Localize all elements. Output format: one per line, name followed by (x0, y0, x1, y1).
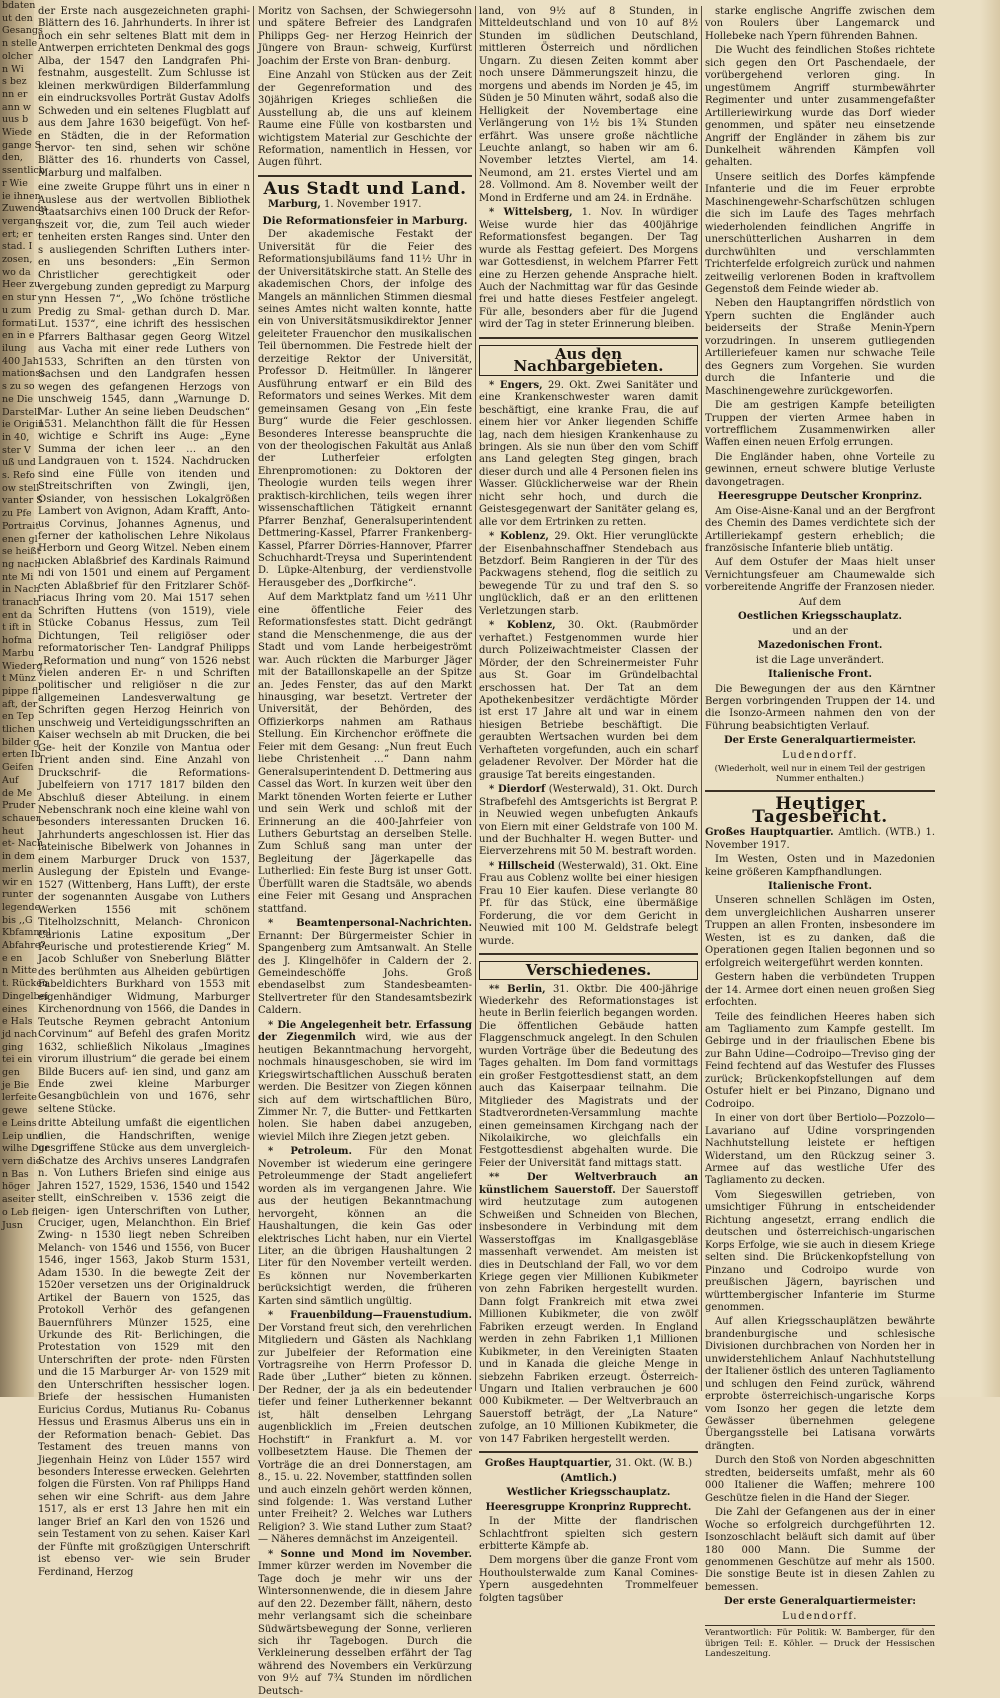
binding-fragment: zu Pfe (2, 508, 32, 520)
binding-fragment: e Hals (2, 1016, 33, 1028)
column-4 (705, 6, 935, 1660)
binding-fragment: hofma (2, 635, 33, 647)
binding-fragment: gen (2, 1067, 20, 1079)
news-item-lead: * Die Angelegenheit betr. Erfassung der Ziegenmilch (258, 1019, 472, 1044)
western-front-report (705, 6, 935, 489)
binding-fragment: Gesangs (2, 25, 43, 37)
binding-fragment: höger (2, 1181, 31, 1193)
binding-fragment: ng nach (2, 558, 41, 570)
news-item-lead: * Frauenbildung—Frauenstudium. (268, 1310, 472, 1322)
binding-fragment: runter (2, 889, 33, 901)
binding-fragment: n Wi (2, 63, 24, 75)
binding-fragment: Jusn (2, 1219, 23, 1231)
binding-fragment: Geifen (2, 762, 34, 774)
exhibition-paragraph: Moritz von Sachsen, der Schwiegersohn und spätere Befreier des Landgrafen Philipps Geg- ner Herzog Heinrich der Jüngere von Braun- schweig, Kurfürst Joachim der Erste von Bran- denburg. (258, 6, 472, 67)
report-paragraph: Die Zahl der Gefangenen aus der in einer Woche so erfolgreich durchgeführten 12. Isonzoschlacht beläuft sich damit auf über 180 000 Mann. Die Summe der genommenen Geschütze auf mehr als 1500. Die sonstige Beute ist in diesen Zahlen zu bemessen. (705, 1507, 935, 1593)
exhibition-paragraph: der Erste nach ausgezeichneten graphi- Blättern des 16. Jahrhunderts. In ihrer ist noch ein sehr seltenes Blatt mit dem in Antwerpen errichteten Denkmal des gogs Alba, der 1547 den Landgrafen Phi- festnahm, ausgestellt. Zum Schlusse ist kleinen merkwürdigen Bilderfammlung ein eindrucksvolles Porträt Gustav Adolfs Schweden und ein seltenes Flugblatt auf aus dem Jahre 1630 beigefügt. Von hef- en Städten, die in der Reformation hervor- ten sind, sehen wir schöne Blätter des 16. rhunderts von Cassel, Marburg und malfalben. (38, 6, 250, 179)
news-item (479, 1172, 698, 1446)
binding-fragment: Abfahre? (2, 940, 46, 952)
macedonian-front-heading: Mazedonischen Front. (757, 640, 883, 652)
divider (258, 175, 472, 177)
binding-fragment: zosen, (2, 254, 33, 266)
binding-fragment: enen gl (2, 533, 38, 545)
repeat-note: (Wiederholt, weil nur in einem Teil der gestrigen Nummer enthalten.) (714, 764, 926, 785)
binding-fragment: ging (2, 1041, 24, 1053)
column-2 (258, 6, 472, 1697)
miscellaneous-items (479, 984, 698, 1447)
report-paragraph: Die am gestrigen Kampfe beteiligten Truppen der vierten Armee haben in vortrefflichem Zusammenwirken aller Waffen einen neuen Erfolg errungen. (705, 400, 935, 449)
article-paragraph: Auf dem Marktplatz fand um ½11 Uhr eine öffentliche Feier des Reformationsfestes statt. Dicht gedrängt stand die Menschenmenge, die aus der Stadt und vom Lande herbeigeströmt war. Auch rückten die Marburger Jäger mit der Bataillonskapelle an der Spitze an. Jedes Fenster, das auf den Markt hinausging, war besetzt. Vertreter der Universität, der Behörden, des Offizierkorps nahmen am Rathaus Stellung. Ein Kirchenchor eröffnete die Feier mit dem Gesang: „Nun freut Euch liebe Christenheit …“ Dann nahm Generalsuperintendent D. Dettmering aus Cassel das Wort. In kurzen weit über den Markt tönenden Worten feierte er Luther und sein Werk und schloß mit der Erinnerung an die 400-Jahrfeier von Luthers Geburtstag an derselben Stelle. Zum Schluß sang man unter der Begleitung der Jägerkapelle das Lutherlied: Ein feste Burg ist unser Gott. Überfüllt waren die Stadtsäle, wo abends eine Feier mit Gesang und Ansprachen stattfand. (258, 592, 472, 915)
news-item-lead: ** Berlin, (489, 983, 546, 995)
binding-fragment: se heißt (2, 546, 41, 558)
report-paragraph: Auf allen Kriegsschauplätzen bewährte brandenburgische und schlesische Divisionen durchbrachen von Norden her in unwiderstehlichem Anlauf Nachhutstellung der Italiener östlich des unteren Tagliamento und schlugen den Feind zurück, während erprobte österreichisch-ungarische Korps vom Isonzo her gegen die letzte dem Gewässer übernehmen gelegene Übergangsstelle bei Latisana vorwärts drängten. (705, 1316, 935, 1452)
neighbor-news-items (479, 380, 698, 948)
divider (479, 337, 698, 339)
news-item-text: 29. Okt. Hier verunglückte der Eisenbahnschaffner Stendebach aus Betzdorf. Beim Rangieren in der Tür des Packwagens stehend, flog die seitlich zu bewegende Tür zu und traf den S. so unglücklich, daß er an den erlittenen Verletzungen starb. (479, 531, 698, 617)
binding-fragment: Wiederg (2, 660, 43, 672)
binding-fragment: wo da (2, 266, 31, 278)
signature-ludendorff: Ludendorff. (782, 749, 858, 761)
binding-fragment: nte Mi (2, 571, 34, 583)
news-item-lead: * Petroleum. (268, 1146, 352, 1158)
binding-fragment: tranach (2, 597, 40, 609)
binding-fragment: en in e (2, 330, 35, 342)
binding-fragment: eines (2, 1003, 28, 1015)
news-item (258, 918, 472, 1018)
news-item (258, 1020, 472, 1145)
binding-fragment: schauer (2, 813, 41, 824)
section-title-tagesbericht: Heutiger Tagesbericht. (752, 794, 888, 827)
exhibition-text-part3 (38, 1118, 250, 1579)
war-report-paragraph: In der Mitte der flandrischen Schlachtfront spielten sich gestern erbitterte Kämpfe ab. (479, 1516, 698, 1553)
exhibition-paragraph: eine zweite Gruppe führt uns in einer n Auslese aus der wertvollen Bibliothek Staatsarchivs einen 100 Druck der Refor- nszeit vor, die, zum Teil auch wieder tenheiten ersten Ranges sind. Unter den s ausliegenden Schriften Luthers inter- en uns besonders: „Ein Sermon Christlicher gerechtigkeit oder vergebung zunden gepredigt zu Marpurg ynn Hessen 7“, „Wo ſchöne tröstliche Predig zu Smal- gethan durch D. Mar. Lut. 1537“, eine ichrift des hessischen Pfarrers Balthasar gegen Georg Witzel aus Vacha mit einer rede Luthers von 1533, Schriften an den türsten von Sachsen und den Landgrafen hessen wegen des gefangenen Herzogs von unschweig 1545, dann „Warnunge D. Mar- Luther An seine lieben Deudschen“ 1531. Melanchthon fällt die für Hessen wichtige e Schrift ins Auge: „Eyne Summa der ichen leer … an den Landgrauen von t. 1524. Nachdrucken sind eine Fülle von itenden und Streitschriften von Zwingli, ijen, Osiander, von hessischen Lokalgrößen Lambert von Avignon, Adam Krafft, Anto- us Corvinus, Johannes Agnenus, und ferner der katholischen Lehre Nikolaus Herborn und Georg Witzel. Neben einem ucken Ablaßbrief des Kardinals Raimund ndi von 1501 und einem auf Pergament cten Ablaßbrief für den Fritzlarer Schöf- riacus Ihring vom 20. Mai 1517 sehen Schriften Huttens (von 1519), viele Stücke Cobanus Hessus, zum Teil Dichtungen, Teil religiöser oder reformatorischer Ten- Landgraf Philipps „Reformation und nung“ von 1526 nebst vielen anderen Er- n und Schriften politischer und religiöser n die zur allgemeinen Landesverwaltung ge Schriften gegen Herzog Heinrich von unschweig und Verteidigungsschriften an Kaiser wechseln ab mit Drucken, die bei Ge- heit der Konzile von Mantua oder Trient anden sind. Eine Anzahl von Druckschrif- die Reformations-Jubelfeiern von 1717 1817 bilden den Abschluß dieser Abteilung. in einem Nebenschrank noch eine kleine wahl von besonders interessanten Drucken 16. Jahrhunderts angeschlossen ist. Hier das lateinische Bibelwerk von Johannes in einem Marburger Druck von 1537, Auslegung der Episteln und Evange- 1527 (Wittenberg, Hans Lufft), der erste der sogenannten Ausgabe von Luthers Werken 1556 mit schönem Titelholzschnitt, Melanch- Chronicon Carionis Latine expositum „Der Peurische und protestierende Krieg“ M. Jacob Schlußer von Sneberlung Blätter des berühmten aus Alheiden gebürtigen Fabeldichters Burkhard von 1553 mit eigenhändiger Widmung, Marburger Kirchenordnung von 1566, die Dandes in Teutsche Reymen gebracht Antonium Corvinum“ auf Befehl des grafen Moritz 1632, schließlich Nikolaus „Imagines virorum illustrium“ die gerade bei einem Bilde Bucers auf- ien sind, und ganz am Ende zwei kleine Marburger Gesangbüchlein von und 1676, sehr seltene Stücke. (38, 182, 250, 1115)
news-item-lead: * Engers, (489, 379, 543, 391)
binding-fragment: stad. I (2, 241, 33, 253)
news-item-text: 29. Okt. Zwei Sanitäter und eine Krankenschwester waren damit beschäftigt, eine kranke Frau, die auf einem hier vor Anker liegenden Schiffe lag, nach dem hiesigen Krankenhause zu bringen. Als sie nun über den vom Schiff ans Land gelegten Steg gingen, brach dieser durch und alle 4 Personen fielen ins Wasser. Glücklicherweise war der Rhein nicht sehr hoch, und durch die Geistesgegenwart der Sanitäter gelang es, alle vor dem Ertrinken zu retten. (479, 379, 698, 528)
binding-fragment: ster V (2, 444, 31, 456)
report-paragraph: Unseren schnellen Schlägen im Osten, dem unvergleichlichen Ausharren unserer Truppen an allen Fronten, insbesondere im Westen, ist es zu danken, daß die Operationen gegen Italien begonnen und so erfolgreich weitergeführt werden konnten. (705, 895, 935, 969)
sun-moon-continuation: land, von 9½ auf 8 Stunden, in Mitteldeutschland und von 10 auf 8½ Stunden im südlichen Deutschland, mittleren Österreich und nördlichen Ungarn. Zu diesen Zeiten kommt aber noch unsere Dämmerungszeit hinzu, die morgens und abends im Norden je 45, im Süden je 50 Minuten währt, sodaß also die Helligkeit der Novembertage eine Verlängerung von 1½ bis 1¾ Stunden erfährt. Was unsere große nächtliche Leuchte anlangt, so haben wir am 6. November letztes Viertel, am 14. Neumond, am 21. erstes Viertel und am 28. Vollmond. Am 8. November weilt der Mond in Erdferne und am 24. in Erdnähe. (479, 6, 698, 204)
binding-fragment: merlin (2, 863, 34, 875)
binding-fragment: den, (2, 152, 23, 164)
column-1 (38, 6, 250, 1578)
binding-fragment: Marbu (2, 647, 35, 659)
auf-dem: Auf dem (798, 596, 842, 608)
news-item-text: Für den Monat November ist wiederum eine geringere Petroleummenge der Stadt angeliefert worden als im vergangenen Jahre. Wie aus der heutigen Bekanntmachung hervorgeht, können an die Haushaltungen, die kein Gas oder elektrisches Licht haben, nur ein Viertel Liter, an die übrigen Haushaltungen 2 Liter für den November verteilt werden. Es können nur Novemberkarten berücksichtigt werden, die früheren Karten sind sämtlich ungültig. (258, 1146, 472, 1307)
binding-fragment: in Nach (2, 584, 40, 596)
binding-fragment: e Leins (2, 1117, 37, 1129)
army-group-kronprinz-heading: Heeresgruppe Deutscher Kronprinz. (717, 491, 923, 503)
report-paragraph: Unsere seitlich des Dorfes kämpfende Infanterie und die im Feuer erprobte Maschinengewehr-Scharfschützen schlugen die sich im Laufe des Tages mehrfach wiederholenden feindlichen Angriffe in unerschütterlichen Ausharren in dem durchwühlten und verschlammten Trichterfelde erfolgreich zurück und nahmen zeitweilig verlorenen Boden in kraftvollem Gegenstoß dem Feinde wieder ab. (705, 171, 935, 295)
binding-fragment: lerfeite (2, 1092, 37, 1104)
binding-fragment: wilhe Dur (2, 1143, 50, 1155)
binding-fragment: erten Ib (2, 749, 41, 761)
binding-fragment: n stelle (2, 38, 38, 50)
binding-fragment: s zu so (2, 381, 35, 393)
news-item-lead: * Beamtenpersonal-Nachrichten. (268, 918, 472, 930)
binding-fragment: e en (2, 952, 23, 964)
divider (479, 1451, 698, 1453)
news-item-lead: * Hillscheid (489, 860, 555, 872)
news-item (479, 861, 698, 948)
news-item-text: Immer kürzer werden im November die Tage doch je mehr wir uns der Wintersonnenwende, die in diesem Jahre auf den 22. Dezember fällt, nähern, desto mehr verlangsamt sich die scheinbare Südwärtsbewegung der Sonne, verlieren sich ihr Tagebogen. Durch die Verkleinerung desselben erfährt der Tag während des Novembers ein Verkürzung von 9½ auf 7¾ Stunden im nördlichen Deutsch- (258, 1561, 472, 1697)
binding-fragment: Auf (2, 774, 19, 786)
binding-fragment: en Tep (2, 711, 35, 723)
eastern-front-heading: Oestlichen Kriegsschauplatz. (738, 611, 902, 623)
report-paragraph: Am Oise-Aisne-Kanal und an der Bergfront des Chemin des Dames verdichtete sich der Artilleriekampf gestern erheblich; die französische Infanterie blieb untätig. (705, 505, 935, 555)
binding-fragment: olcher (2, 50, 33, 62)
binding-fragment: bis ,,G (2, 914, 33, 926)
exhibition-paragraph: dritte Abteilung umfaßt die eigentlichen alien, die Handschriften, wenige gesgriffene Stücke aus dem unvergleich- Schatze des Archivs unseres Landgrafen n. Von Luthers Briefen sind einige aus Jahren 1527, 1529, 1536, 1540 und 1542 stellt, einSchreiben v. 1536 zeigt die eigen- igen Unterschriften von Luther, Cruciger, ugen, Melanchthon. Ein Brief Zwing- n 1530 liegt neben Schreiben Melanch- von 1546 und 1556, von Bucer 1546, inger 1563, Jakob Sturm 1531, Adam 1530. In die bewegte Zeit der 1520er versetzen uns der Originaldruck Artikel der Bauern von 1525, das Protokoll Verhör des gefangenen Bauernführers Münzer 1525, eine Urkunde des Rit- Berlichingen, die Protestation von 1529 mit den Unterschriften der prote- nden Fürsten und die 15 Marburger Ar- von 1529 mit den Unterschriften hessischer logen. Briefe der hessischen Humanisten Euricius Cordus, Mutianus Ru- Cobanus Hessus und Erasmus Alberus uns ein in der Reformation benach- Gebiet. Das Testament des treuen manns von Jiegenhain Heinz von Lüder 1557 wird besonders Interesse erwecken. Gelehrten folgen die Fürsten. Von raf Philipps Hand sehen wir eine Schrift- aus dem Jahre 1517, als er erst 13 Jahre hen mit ein langer Brief an Karl den von 1526 und sein Testament von zu sehen. Kaiser Karl der Fünfte mit großzügigen Unterschrift ist ebenso ver- wie sein Bruder Ferdinand, Herzog (38, 1118, 250, 1578)
binding-fragment: s. Refo (2, 470, 35, 482)
italian-front-heading: Italienische Front. (768, 669, 872, 681)
news-item (479, 784, 698, 859)
binding-fragment: t Münz (2, 673, 36, 685)
binding-fragment: in dem (2, 851, 35, 863)
binding-fragment: r Wie (2, 177, 28, 189)
quartermaster-title: Der Erste Generalquartiermeister. (723, 735, 917, 747)
news-item-text: (Westerwald), 31. Okt. Durch Strafbefehl des Amtsgerichts ist Bergrat P. in Neuwied wegen unbefugten Ankaufs von Eiern mit einer Geldstrafe von 100 M. und der Buchhalter H. wegen Butter- und Eierverzehrens mit 50 M. bestraft worden. (479, 784, 699, 858)
news-item-text: wird, wie aus der heutigen Bekanntmachung hervorgeht, nochmals hinausgeschoben, sie wird im Kriegswirtschaftlichen Ausschuß beraten werden. Die Besitzer von Ziegen können sich auf dem wirtschaftlichen Büro, Zimmer Nr. 7, die Butter- und Fettkarten holen. Sie haben dabei anzugeben, wieviel Milch ihre Ziegen jetzt geben. (258, 1032, 472, 1143)
news-item-text: Der Vorstand freut sich, den verehrlichen Mitgliedern und Gästen als Nachklang zur Jubelfeier der Reformation eine Vortragsreihe von Herrn Professor D. Rade über „Luther“ bieten zu können. Der Redner, der ja als ein bedeutender tiefer und feiner Lutherkenner bekannt ist, hält denselben Lehrgang augenblicklich im „Freien deutschen Hochstift“ in Frankfurt a. M. vor vollbesetztem Hause. Die Themen der Vorträge die an drei Donnerstagen, am 8., 15. u. 22. November, stattfinden sollen und auch einzeln gehört werden können, sind folgende: 1. Was verstand Luther unter Freiheit? 2. Welches war Luthers Religion? 3. Wie stand Luther zum Staat? — Näheres demnächst im Anzeigenteil. (258, 1322, 472, 1546)
binding-fragment: Portrait (2, 520, 40, 532)
binding-fragment: ann w (2, 101, 32, 113)
italian-front-heading-2: Italienische Front. (768, 881, 872, 892)
binding-fragment: uus b (2, 114, 29, 126)
binding-fragment: heut (2, 825, 24, 837)
signature-ludendorff-2: Ludendorff. (782, 1610, 858, 1622)
news-item: * Wittelsberg, 1. Nov. In würdiger Weise wurde hier das 400jährige Reformationsfest begangen. Der Tag wurde als Festtag gefeiert. Des Morgens war Gottesdienst, in welchem Pfarrer Fett eine zu Herzen gehende Ansprache hielt. Auch der Nachmittag war für das Gesinde frei und hatte dieses Festfeier angelegt. Für alle, besonders aber für die Jugend wird der Tag in steter Erinnerung bleiben. (479, 207, 698, 331)
binding-fragment: aseiter (2, 1194, 36, 1206)
hq-dateline: Großes Hauptquartier. Amtlich. (WTB.) 1. November 1917. (705, 827, 935, 851)
binding-fragment: aft, der (2, 698, 38, 710)
reformationsfeier-article (258, 229, 472, 916)
western-front-heading: Westlicher Kriegsschauplatz. (506, 1487, 671, 1499)
binding-fragment: Heer zu (2, 279, 41, 291)
exhibition-text-end (258, 6, 472, 68)
binding-fragment: ent da (2, 609, 33, 621)
binding-fragment: u zum (2, 304, 32, 316)
binding-fragment: bdaten (2, 0, 36, 11)
column-rule (253, 6, 254, 1391)
army-group-rupprecht-heading: Heeresgruppe Kronprinz Rupprecht. (485, 1501, 692, 1513)
report-paragraph: starke englische Angriffe zwischen dem von Roulers über Langemarck und Hollebeke nach Ypern führenden Bahnen. (705, 6, 935, 42)
war-report-paragraph: Dem morgens über die ganze Front vom Houthoulsterwalde zum Kanal Comines-Ypern ausgedehnten Trommelfeuer folgten tagsüber (479, 1555, 698, 1604)
report-paragraph: Auf dem Ostufer der Maas hielt unser Vernichtungsfeuer am Chaumewalde sich vorbereitende Angriffe der Franzosen nieder. (705, 557, 935, 594)
binding-fragment: pippe fl (2, 685, 39, 697)
report-paragraph: Neben den Hauptangriffen nördstlich von Ypern suchten die Engländer auch beiderseits der Straße Menin-Ypern vorzudringen. In unserem gutliegenden Artilleriefeuer kamen nur schwache Teile des Gegners zum Vorgehen. Sie wurden durch die Infanterie und die Maschinengewehre zurückgeworfen. (705, 298, 935, 397)
report-paragraph: In einer von dort über Bertiolo—Pozzolo—Lavariano auf Udine vorspringenden Nachhutstellung leistete er heftigen Widerstand, um den Rückzug seiner 3. Armee auf das westliche Ufer des Tagliamento zu decken. (705, 1113, 935, 1187)
news-item-lead: * Koblenz, (489, 620, 556, 632)
binding-fragment: Zuwendu (2, 203, 47, 215)
news-item-text: Der Sauerstoff wird heutzutage zum autogenen Schweißen und Schneiden von Blechen, insbesondere in Verbindung mit dem Wasserstoffgas im Knallgasgebläse massenhaft verwendet. Am meisten ist dies in Deutschland der Fall, wo vor dem Kriege gegen vier Millionen Kubikmeter von zehn Fabriken hergestellt wurden. Dann folgt Frankreich mit etwa zwei Millionen Kubikmeter, die von zwölf Fabriken erzeugt werden. In England werden in zehn Fabriken 1,1 Millionen Kubikmeter, in den Vereinigten Staaten und in Kanada die gleiche Menge in siebzehn Fabriken erzeugt. Österreich-Ungarn und Italien verbrauchen je 600 000 Kubikmeter. — Der Weltverbrauch an Sauerstoff beträgt, der „La Nature“ zufolge, an 10 Millionen Kubikmeter, die von 147 Fabriken hergestellt werden. (479, 1184, 698, 1445)
news-item (479, 531, 698, 618)
binding-fragment: ie Origin (2, 419, 45, 431)
report-paragraph: Die Engländer haben, ohne Vorteile zu gewinnen, erneut schwere blutige Verluste davongetragen. (705, 451, 935, 488)
section-title-nachbargebiete: Aus den Nachbargebieten. (479, 345, 698, 376)
binding-fragment: legende (2, 901, 41, 913)
binding-fragment: ne Die (2, 393, 34, 405)
report-paragraph: Durch den Stoß von Norden abgeschnitten stredten, beiderseits umfaßt, mehr als 60 000 Italiener die Waffen; mehrere 100 Geschütze fielen in die Hand der Sieger. (705, 1455, 935, 1504)
news-item (258, 1549, 472, 1698)
binding-fragment: je Bie (2, 1079, 30, 1091)
news-item-lead: * Dierdorf (489, 784, 546, 796)
binding-fragment: formati (2, 317, 38, 329)
binding-fragment: n Mitte (2, 965, 38, 977)
news-item (258, 1146, 472, 1308)
news-item-text: Ernannt: Der Bürgermeister Schier in Spangenberg zum Amtsanwalt. An Stelle des J. Klingelhöfer in Caldern der 2. Gemeindeschöffe Johs. Groß ebendaselbst zum Standesbeamten-Stellvertreter für den Standesamtsbezirk Caldern. (258, 930, 472, 1017)
binding-fragment: ie ihnen (2, 190, 41, 202)
binding-fragment: s bez (2, 76, 27, 88)
news-item-lead: * Koblenz, (489, 531, 549, 543)
binding-fragment: t ift in (2, 622, 32, 634)
column-rule (701, 6, 702, 1391)
column-3 (479, 6, 699, 1604)
binding-fragment: t. Rücken (2, 978, 48, 990)
binding-fragment: bilder g (2, 736, 40, 748)
local-news-items (258, 918, 472, 1698)
report-paragraph: Teile des feindlichen Heeres haben sich am Tagliamento zum Kampfe gestellt. Im Gebirge und in der friaulischen Ebene bis zur Bahn Udine—Codroipo—Treviso ging der Feind fechtend auf das Westufer des Flusses zurück; Brückenkopfstellungen auf dem Ostufer hielt er bei Pinzano, Dignano und Codroipo. (705, 1011, 935, 1110)
section-title-stadt-und-land: Aus Stadt und Land. (263, 178, 467, 199)
binding-fragment: Leip und (2, 1130, 45, 1142)
binding-fragment: Wiede (2, 127, 32, 139)
binding-fragment: wir en (2, 876, 33, 888)
binding-fragment: de Me (2, 787, 33, 799)
binding-fragment: gewe (2, 1105, 28, 1117)
binding-fragment: mationss (2, 368, 46, 380)
report-paragraph: Die Wucht des feindlichen Stoßes richtete sich gegen den Ort Paschendaele, der vorübergehend verloren ging. In ungestümem Angriff sturmbewährter Regimenter und unter zusammengefaßter Artilleriewirkung wurde das Dorf wieder genommen, und später neu einsetzende Angriff der Engländer in zähem bis zur Dunkelheit währenden Kämpfen voll gehalten. (705, 45, 935, 169)
article-heading-reformationsfeier: Die Reformationsfeier in Marburg. (262, 214, 468, 227)
news-item-lead: * Sonne und Mond im November. (268, 1548, 472, 1560)
binding-fragment: uß und (2, 457, 36, 469)
news-item (479, 380, 698, 529)
divider (705, 790, 935, 792)
binding-fragment: vern die (2, 1155, 42, 1167)
situation-unchanged: ist die Lage unverändert. (755, 654, 885, 666)
news-item-text: 30. Okt. (Raubmörder verhaftet.) Festgenommen wurde hier durch Polizeiwachtmeister Classen der Mörder, der den Schreinermeister Fuhr aus St. Goar im Gründelbachtal erschossen hat. Der Tat an dem Apothekenbesitzer verdächtigte Mörder ist erst 17 Jahre alt und war in einem hiesigen Betriebe beschäftigt. Die geraubten Wertsachen wurden bei dem Verhafteten vorgefunden, auch ein scharf geladener Revolver. Der Mörder hat die grausige Tat bereits eingestanden. (479, 620, 698, 781)
exhibition-text-part1 (38, 6, 250, 180)
binding-fragment: Pruder (2, 800, 36, 812)
imprint: Verantwortlich: Für Politik: W. Bamberger, für den übrigen Teil: E. Köhler. — Druck der Hessischen Landeszeitung. (705, 1625, 935, 1660)
binding-fragment: n Bas (2, 1168, 29, 1180)
binding-fragment: 400 Jah (2, 355, 39, 367)
binding-fragment: jd nach (2, 1028, 38, 1040)
binding-fragment: ssentlich (2, 165, 45, 177)
report-paragraph: Gestern haben die verbündeten Truppen der 14. Armee dort einen neuen großen Sieg erfochten. (705, 972, 935, 1009)
dateline: Marburg, 1. November 1917. (268, 199, 422, 211)
italian-front-report (705, 895, 935, 1594)
news-item (479, 984, 698, 1171)
section-title-verschiedenes: Verschiedenes. (479, 961, 698, 979)
report-paragraph: Vom Siegeswillen getrieben, von umsichtiger Führung in entscheidender Richtung angesetzt, errang endlich die deutschen und österreichisch-ungarischen Korps Erfolge, wie sie auch in diesem Kriege selten sind. Die Brückenkopfstellung von Pinzano und Codroipo wurde von preußischen Jägern, bayrischen und württembergischer Infanterie im Sturme genommen. (705, 1189, 935, 1313)
quartermaster-title-2: Der erste Generalquartiermeister: (724, 1596, 916, 1608)
article-paragraph: Der akademische Festakt der Universität für die Feier des Reformationsjubiläums fand 11½ Uhr in der Universitätskirche statt. An Stelle des akademischen Chors, der infolge des Mangels an männlichen Stimmen diesmal seines Amtes nicht walten konnte, hatte ein von Universitätsmusikdirektor Jenner geleiteter Frauenchor den musikalischen Teil übernommen. Die Festrede hielt der derzeitige Rektor der Universität, Professor D. Heitmüller. In längerer Ausführung entwarf er ein Bild des Reformators und seines Werkes. Mit dem gemeinsamen Gesang von „Ein feste Burg“ wurde die Feier geschlossen. Besonderes Interesse beanspruchte die von der theologischen Fakultät aus Anlaß der Lutherfeier erfolgten Ehrenpromotionen: zu Doktoren der Theologie wurden teils wegen ihrer praktisch-kirchlichen, teils wegen ihrer wissenschaftlichen Tätigkeit ernannt Pfarrer Benzhaf, Generalsuperintendent Dettmering-Kassel, Pfarrer Frankenberg-Kassel, Pfarrer Dörries-Hannover, Pfarrer Schuchhardt-Treysa und Superintendent D. Lüpke-Altenburg, der verdienstvolle Herausgeber des „Dorfkirche“. (258, 229, 472, 589)
binding-fragment: ut den (2, 12, 33, 24)
column-rule (475, 6, 476, 1391)
news-item-text: 31. Oktbr. Die 400-jährige Wiederkehr des Reformationstages ist heute in Berlin feierlich begangen worden. Die öffentlichen Gebäude hatten Flaggenschmuck angelegt. In den Schulen wurden Vorträge über die Bedeutung des Tages gehalten. Im Dom fand vormittags ein großer Festgottesdienst statt, an dem auch das Kaiserpaar teilnahm. Die Mitglieder des Magistrats und der Stadtverordneten-Versammlung machte einen gemeinsamen Kirchgang nach der Nikolaikirche, wo gleichfalls ein Festgottesdienst abgehalten wurde. Die Feier der Universität fand mittags statt. (479, 983, 699, 1169)
binding-fragment: Darstell (2, 406, 41, 418)
binding-fragment: nn er (2, 88, 28, 100)
exhibition-closing-paragraph: Eine Anzahl von Stücken aus der Zeit der Gegenreformation und des 30jährigen Krieges schließen die Ausstellung ab, die uns auf kleinem Raume eine Fülle von kostbarsten und wichtigstem Material zur Geschichte der Reformation, namentlich in Hessen, vor Augen führt. (258, 70, 472, 169)
binding-fragment: vergang (2, 215, 42, 227)
binding-fragment: vanter S (2, 495, 43, 507)
news-item-lead: ** Der Weltverbrauch an künstlichem Sauerstoff. (479, 1172, 698, 1196)
war-report-dateline: Großes Hauptquartier, 31. Okt. (W. B.) (484, 1458, 693, 1470)
binding-fragment: ow stell (2, 482, 40, 494)
news-item (258, 1310, 472, 1547)
divider (479, 953, 698, 955)
und-an-der: und an der (792, 625, 848, 637)
binding-fragment: et- Nach (2, 838, 44, 850)
binding-fragment: tei ein (2, 1054, 33, 1066)
binding-fragment: in 40, (2, 431, 30, 443)
binding-fragment: Kbfammel (2, 927, 52, 939)
news-item-text: (Westerwald), 31. Okt. Eine Frau aus Coblenz wollte bei einer hiesigen Frau 10 Eier kaufen. Diese verlangte 80 Pf. für das Stück, eine übermäßige Forderung, die vor dem Gericht in Neuwied mit 100 M. Geldstrafe belegt wurde. (479, 860, 699, 947)
official-label: (Amtlich.) (560, 1472, 617, 1484)
report-summary: Im Westen, Osten und in Mazedonien keine größeren Kampfhandlungen. (705, 854, 935, 878)
exhibition-text-part2 (38, 182, 250, 1116)
binding-fragment: ilung (2, 342, 27, 354)
binding-fragment: gange S (2, 139, 42, 151)
binding-edge (0, 0, 52, 1397)
binding-fragment: ert; er (2, 228, 33, 240)
binding-fragment: o Leb fl (2, 1206, 39, 1218)
binding-fragment: tlichen (2, 724, 36, 736)
news-item (479, 620, 698, 782)
binding-fragment: Dingelbei (2, 990, 49, 1002)
binding-fragment: en stur (2, 292, 37, 304)
italian-front-paragraph: Die Bewegungen der aus den Kärntner Bergen vorbringenden Truppen der 14. und die Isonzo-Armeen nahmen den von der Führung beabsichtigten Verlauf. (705, 683, 935, 732)
